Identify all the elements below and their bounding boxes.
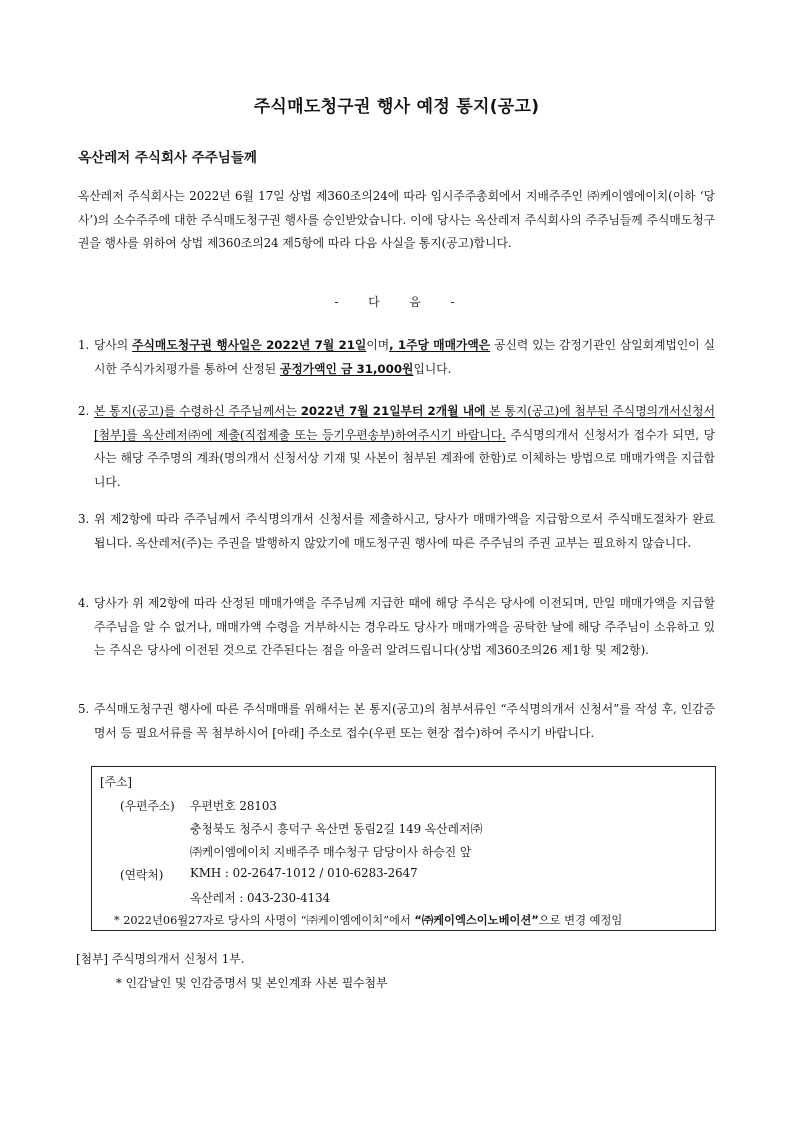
- address-line-1: 충청북도 청주시 흥덕구 옥산면 동림2길 149 옥산레저㈜: [190, 822, 483, 836]
- list-item-1: 1. 당사의 주식매도청구권 행사일은 2022년 7월 21일이며, 1주당 매매가액은 공신력 있는 감정기관인 삼일회계법인이 실시한 주식가치평가를 통하여 산정된 공정가액인 금 31,000원입니다.: [78, 334, 715, 381]
- address-box-label: [주소]: [100, 775, 132, 789]
- item-number: 2.: [78, 404, 90, 418]
- submission-period: 2022년 7월 21일부터 2개월 내에: [300, 404, 486, 418]
- list-item-5: 5. 주식매도청구권 행사에 따른 주식매매를 위해서는 본 통지(공고)의 첨부서류인 “주식명의개서 신청서”를 작성 후, 인감증명서 등 필요서류를 꼭 첨부하시어 [아래] 주소로 접수(우편 또는 현장 접수)하여 주시기 바랍니다.: [78, 698, 715, 745]
- name-change-note: * 2022년06월27자로 당사의 사명이 “㈜케이엠에이치”에서 “㈜케이엑스이노베이션”으로 변경 예정임: [114, 914, 623, 927]
- attachment-note: * 인감날인 및 인감증명서 및 본인계좌 사본 필수첨부: [116, 976, 388, 990]
- zip-code: 우편번호 28103: [190, 799, 277, 813]
- item-number: 5.: [78, 702, 90, 716]
- fair-price: 공정가액인 금 31,000원: [279, 361, 414, 376]
- mail-label: (우편주소): [120, 799, 175, 813]
- contact-oksan: 옥산레저 : 043-230-4134: [190, 891, 331, 905]
- contact-kmh: KMH : 02-2647-1012 / 010-6283-2647: [190, 866, 418, 880]
- exercise-date: 주식매도청구권 행사일은 2022년 7월 21일: [132, 338, 367, 352]
- intro-paragraph: 옥산레저 주식회사는 2022년 6월 17일 상법 제360조의24에 따라 임시주주총회에서 지배주주인 ㈜케이엠에이치(이하 ‘당사’)의 소수주주에 대한 주식매도청구권 행사를 승인받았습니다. 이에 당사는 옥산레저 주식회사의 주주님들께 주식매도청구권을 행사를 위하여 상법 제360조의24 제5항에 따라 다음 사실을 통지(공고)합니다.: [78, 189, 715, 250]
- address-line-2: ㈜케이엠에이치 지배주주 매수청구 담당이사 하승진 앞: [190, 845, 472, 859]
- list-item-2: 2. 본 통지(공고)를 수령하신 주주님께서는 2022년 7월 21일부터 2개월 내에 본 통지(공고)에 첨부된 주식명의개서신청서[첨부]를 옥산레저㈜에 제출(직접제출 또는 등기우편송부)하여주시기 바랍니다. 주식명의개서 신청서가 접수가 되면, 당사는 해당 주주명의 계좌(명의개서 신청서상 기재 및 사본이 첨부된 계좌에 한함)로 이체하는 방법으로 매매가액을 지급합니다.: [78, 400, 715, 494]
- contact-label: (연락처): [120, 868, 164, 882]
- new-company-name: “㈜케이엑스이노베이션”: [414, 914, 539, 927]
- page-title: 주식매도청구권 행사 예정 통지(공고): [253, 97, 540, 117]
- list-item-3: 3. 위 제2항에 따라 주주님께서 주식명의개서 신청서를 제출하시고, 당사가 매매가액을 지급함으로서 주식매도절차가 완료됩니다. 옥산레저(주)는 주권을 발행하지 않았기에 매도청구권 행사에 따른 주주님의 주권 교부는 필요하지 않습니다.: [78, 508, 715, 555]
- item-number: 3.: [78, 512, 90, 526]
- list-item-4: 4. 당사가 위 제2항에 따라 산정된 매매가액을 주주님께 지급한 때에 해당 주식은 당사에 이전되며, 만일 매매가액을 지급할 주주님을 알 수 없거나, 매매가액 수령을 거부하시는 경우라도 당사가 매매가액을 공탁한 날에 해당 주주님이 소유하고 있는 주식은 당사에 이전된 것으로 간주된다는 점을 아울러 알려드립니다(상법 제360조의26 제1항 및 제2항).: [78, 592, 715, 663]
- item-number: 1.: [78, 338, 90, 352]
- item-number: 4.: [78, 596, 90, 610]
- price-label: , 1주당 매매가액은: [389, 338, 491, 352]
- address-box: [91, 766, 716, 931]
- divider-heading: - 다 음 -: [334, 295, 459, 309]
- salutation: 옥산레저 주식회사 주주님들께: [78, 150, 257, 166]
- attachment-line: [첨부] 주식명의개서 신청서 1부.: [76, 952, 245, 966]
